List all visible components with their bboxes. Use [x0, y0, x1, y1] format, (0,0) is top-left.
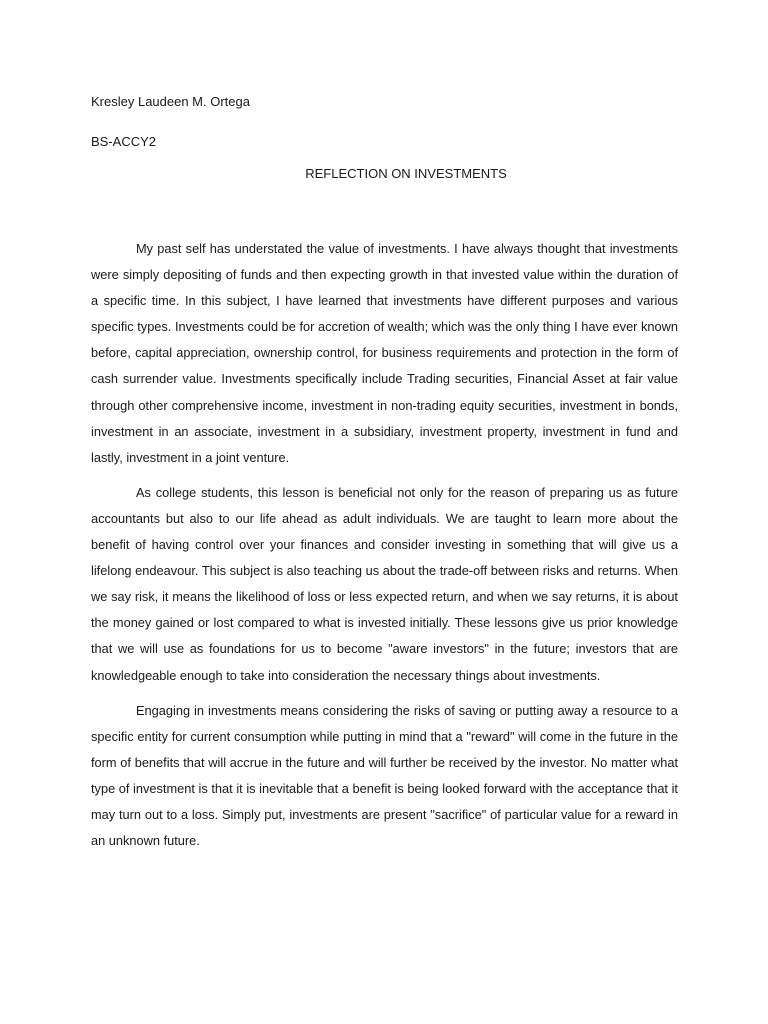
document-body — [91, 236, 678, 863]
paragraph-2: As college students, this lesson is beneficial not only for the reason of preparing us as future accountants but also to our life ahead as adult individuals. We are taught to learn more about the benefit of having control over your finances and consider investing in something that will give us a lifelong endeavour. This subject is also teaching us about the trade-off between risks and returns. When we say risk, it means the likelihood of loss or less expected return, and when we say returns, it is about the money gained or lost compared to what is invested initially. These lessons give us prior knowledge that we will use as foundations for us to become "aware investors" in the future; investors that are knowledgeable enough to take into consideration the necessary things about investments. — [91, 484, 678, 683]
paragraph-1: My past self has understated the value of investments. I have always thought that investments were simply depositing of funds and then expecting growth in that invested value within the duration of a specific time. In this subject, I have learned that investments have different purposes and various specific types. Investments could be for accretion of wealth; which was the only thing I have ever known before, capital appreciation, ownership control, for business requirements and protection in the form of cash surrender value. Investments specifically include Trading securities, Financial Asset at fair value through other comprehensive income, investment in non-trading equity securities, investment in bonds, investment in an associate, investment in a subsidiary, investment property, investment in fund and lastly, investment in a joint venture. — [91, 241, 678, 465]
author-name: Kresley Laudeen M. Ortega — [91, 94, 250, 109]
course-code: BS-ACCY2 — [91, 134, 157, 149]
paragraph-3: Engaging in investments means considering the risks of saving or putting away a resource to a specific entity for current consumption while putting in mind that a "reward" will come in the future in the form of benefits that will accrue in the future and will further be received by the investor. No matter what type of investment is that it is inevitable that a benefit is being looked forward with the acceptance that it may turn out to a loss. Simply put, investments are present "sacrifice" of particular value for a reward in an unknown future. — [91, 702, 678, 849]
document-title: REFLECTION ON INVESTMENTS — [305, 166, 507, 181]
